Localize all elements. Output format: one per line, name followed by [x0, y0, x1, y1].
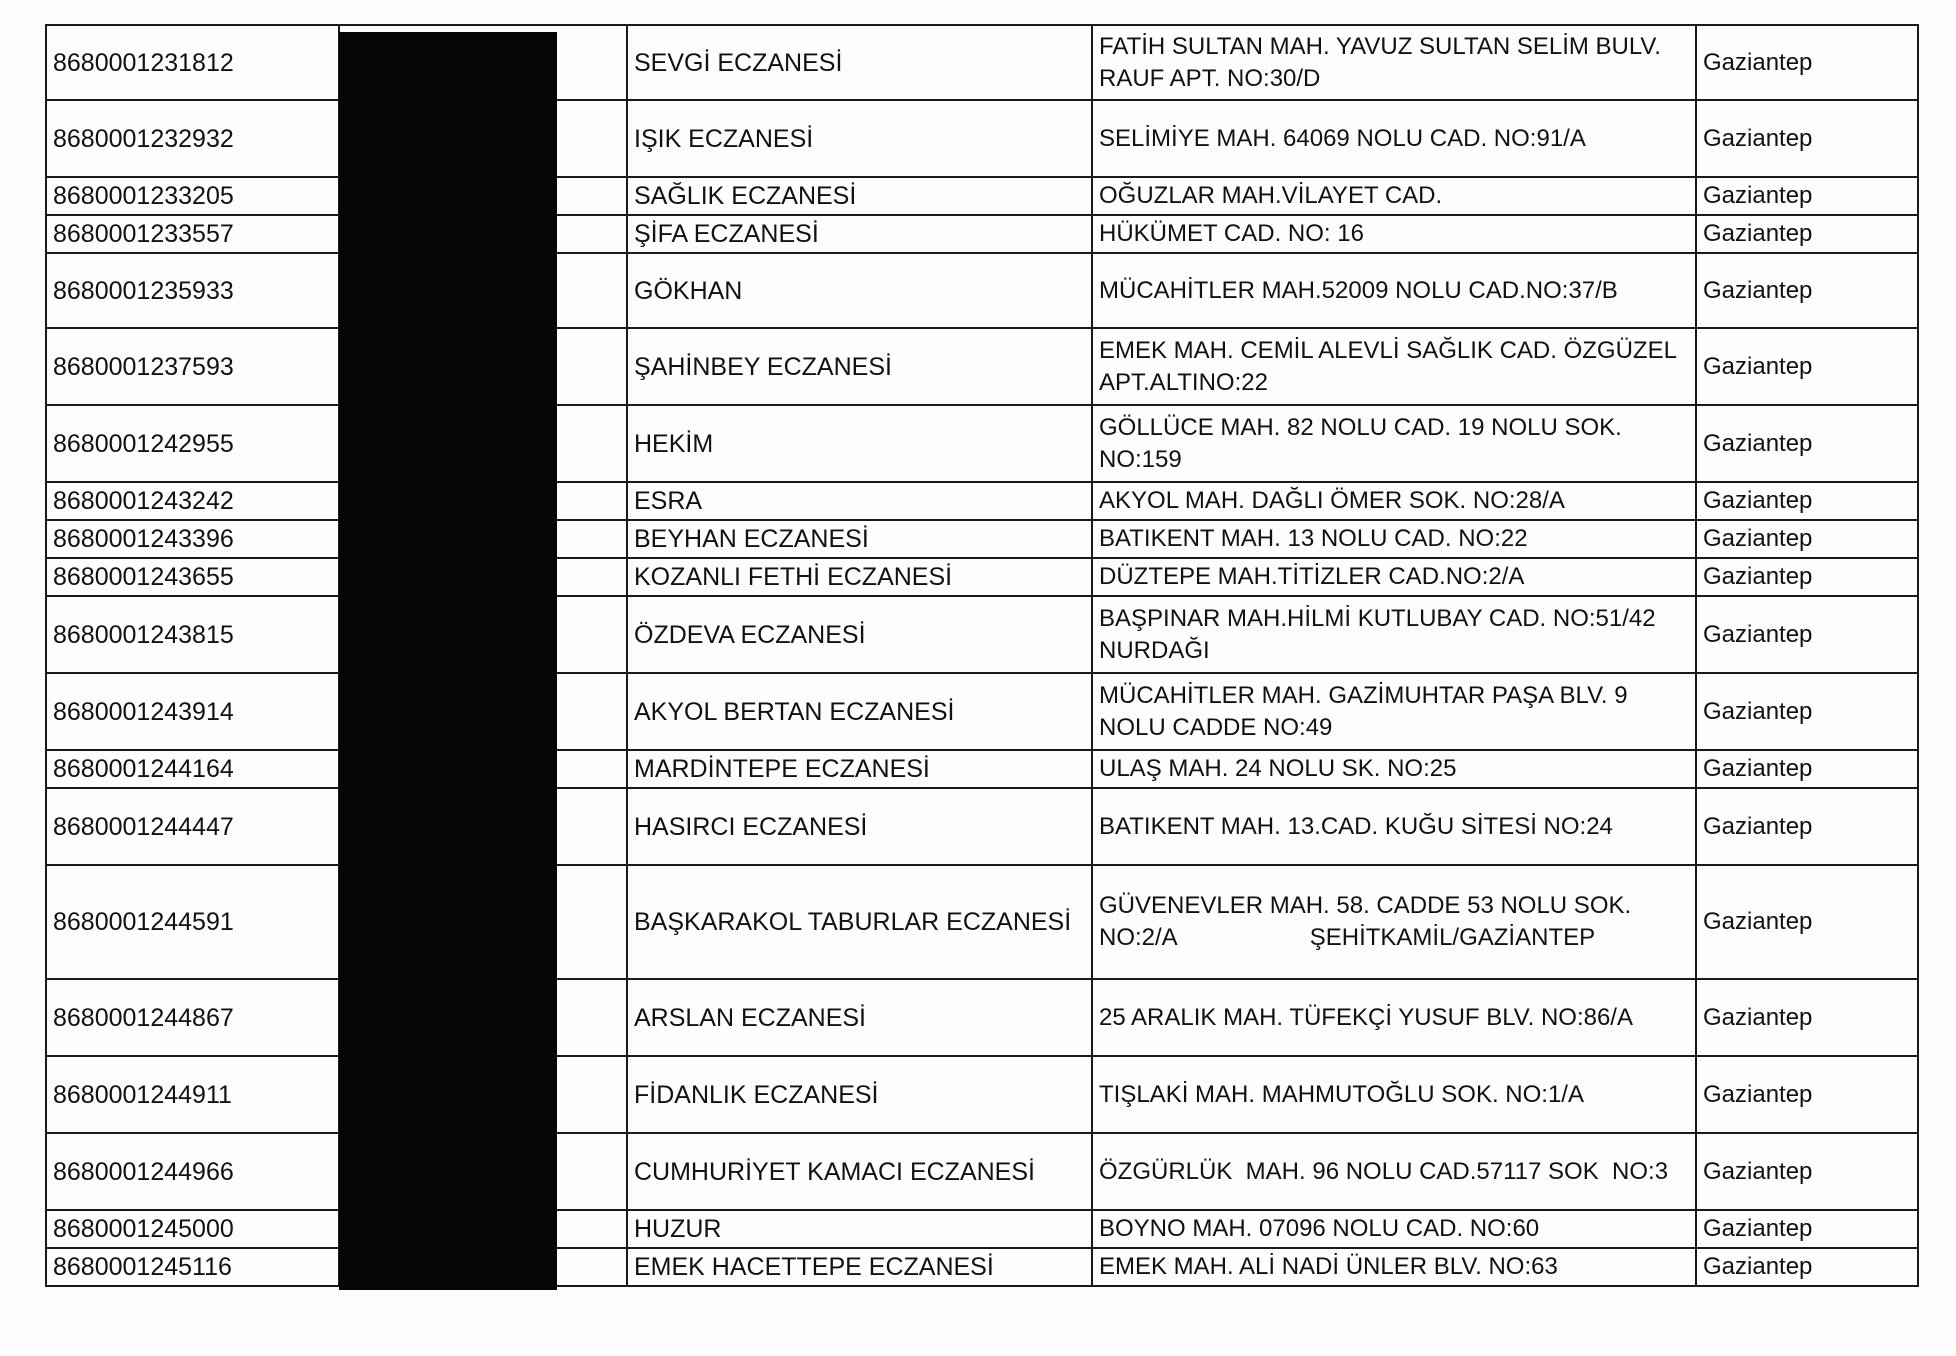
name-cell: HEKİM [627, 405, 1092, 482]
redacted-cell [339, 673, 627, 750]
name-cell: HUZUR [627, 1210, 1092, 1248]
code-cell: 8680001243655 [46, 558, 339, 596]
name-cell: MARDİNTEPE ECZANESİ [627, 750, 1092, 788]
city-cell: Gaziantep [1696, 520, 1918, 558]
name-cell: AKYOL BERTAN ECZANESİ [627, 673, 1092, 750]
city-cell: Gaziantep [1696, 177, 1918, 215]
code-cell: 8680001244447 [46, 788, 339, 865]
address-cell: FATİH SULTAN MAH. YAVUZ SULTAN SELİM BULV. RAUF APT. NO:30/D [1092, 25, 1696, 100]
redacted-cell [339, 865, 627, 979]
city-cell: Gaziantep [1696, 1056, 1918, 1133]
address-cell: BOYNO MAH. 07096 NOLU CAD. NO:60 [1092, 1210, 1696, 1248]
redacted-cell [339, 482, 627, 520]
address-cell: MÜCAHİTLER MAH. GAZİMUHTAR PAŞA BLV. 9 NOLU CADDE NO:49 [1092, 673, 1696, 750]
code-cell: 8680001235933 [46, 253, 339, 328]
redacted-cell [339, 979, 627, 1056]
city-cell: Gaziantep [1696, 750, 1918, 788]
code-cell: 8680001245116 [46, 1248, 339, 1286]
redacted-cell [339, 1133, 627, 1210]
redacted-cell [339, 1210, 627, 1248]
table-row [46, 215, 1918, 253]
table-row [46, 25, 1918, 100]
redacted-cell [339, 328, 627, 405]
redacted-cell [339, 405, 627, 482]
city-cell: Gaziantep [1696, 788, 1918, 865]
city-cell: Gaziantep [1696, 215, 1918, 253]
address-cell: GÖLLÜCE MAH. 82 NOLU CAD. 19 NOLU SOK. NO:159 [1092, 405, 1696, 482]
table-row [46, 253, 1918, 328]
table-row [46, 482, 1918, 520]
code-cell: 8680001244867 [46, 979, 339, 1056]
table-row [46, 1248, 1918, 1286]
table-row [46, 328, 1918, 405]
address-cell: DÜZTEPE MAH.TİTİZLER CAD.NO:2/A [1092, 558, 1696, 596]
city-cell: Gaziantep [1696, 253, 1918, 328]
code-cell: 8680001243242 [46, 482, 339, 520]
address-cell: BATIKENT MAH. 13.CAD. KUĞU SİTESİ NO:24 [1092, 788, 1696, 865]
code-cell: 8680001237593 [46, 328, 339, 405]
code-cell: 8680001244966 [46, 1133, 339, 1210]
address-cell: AKYOL MAH. DAĞLI ÖMER SOK. NO:28/A [1092, 482, 1696, 520]
city-cell: Gaziantep [1696, 100, 1918, 177]
code-cell: 8680001233557 [46, 215, 339, 253]
name-cell: EMEK HACETTEPE ECZANESİ [627, 1248, 1092, 1286]
city-cell: Gaziantep [1696, 25, 1918, 100]
name-cell: ARSLAN ECZANESİ [627, 979, 1092, 1056]
name-cell: SAĞLIK ECZANESİ [627, 177, 1092, 215]
name-cell: ÖZDEVA ECZANESİ [627, 596, 1092, 673]
redacted-cell [339, 1248, 627, 1286]
code-cell: 8680001243396 [46, 520, 339, 558]
city-cell: Gaziantep [1696, 1210, 1918, 1248]
address-cell: EMEK MAH. ALİ NADİ ÜNLER BLV. NO:63 [1092, 1248, 1696, 1286]
city-cell: Gaziantep [1696, 482, 1918, 520]
name-cell: KOZANLI FETHİ ECZANESİ [627, 558, 1092, 596]
table-row [46, 673, 1918, 750]
address-cell: BAŞPINAR MAH.HİLMİ KUTLUBAY CAD. NO:51/42 NURDAĞI [1092, 596, 1696, 673]
redacted-cell [339, 253, 627, 328]
table-row [46, 1056, 1918, 1133]
code-cell: 8680001231812 [46, 25, 339, 100]
city-cell: Gaziantep [1696, 1248, 1918, 1286]
city-cell: Gaziantep [1696, 865, 1918, 979]
name-cell: ŞAHİNBEY ECZANESİ [627, 328, 1092, 405]
name-cell: ŞİFA ECZANESİ [627, 215, 1092, 253]
name-cell: FİDANLIK ECZANESİ [627, 1056, 1092, 1133]
name-cell: SEVGİ ECZANESİ [627, 25, 1092, 100]
address-cell: EMEK MAH. CEMİL ALEVLİ SAĞLIK CAD. ÖZGÜZEL APT.ALTINO:22 [1092, 328, 1696, 405]
address-cell: ÖZGÜRLÜK MAH. 96 NOLU CAD.57117 SOK NO:3 [1092, 1133, 1696, 1210]
table-row [46, 520, 1918, 558]
table-row [46, 750, 1918, 788]
code-cell: 8680001245000 [46, 1210, 339, 1248]
address-cell: 25 ARALIK MAH. TÜFEKÇİ YUSUF BLV. NO:86/A [1092, 979, 1696, 1056]
redacted-cell [339, 596, 627, 673]
address-cell: ULAŞ MAH. 24 NOLU SK. NO:25 [1092, 750, 1696, 788]
city-cell: Gaziantep [1696, 558, 1918, 596]
redacted-cell [339, 100, 627, 177]
address-cell: GÜVENEVLER MAH. 58. CADDE 53 NOLU SOK. NO:2/A ŞEHİTKAMİL/GAZİANTEP [1092, 865, 1696, 979]
name-cell: CUMHURİYET KAMACI ECZANESİ [627, 1133, 1092, 1210]
redacted-cell [339, 177, 627, 215]
code-cell: 8680001242955 [46, 405, 339, 482]
code-cell: 8680001243914 [46, 673, 339, 750]
redacted-cell [339, 25, 627, 100]
table-row [46, 596, 1918, 673]
pharmacy-table [45, 24, 1919, 1287]
code-cell: 8680001233205 [46, 177, 339, 215]
redacted-cell [339, 788, 627, 865]
address-cell: TIŞLAKİ MAH. MAHMUTOĞLU SOK. NO:1/A [1092, 1056, 1696, 1133]
name-cell: GÖKHAN [627, 253, 1092, 328]
name-cell: BEYHAN ECZANESİ [627, 520, 1092, 558]
name-cell: HASIRCI ECZANESİ [627, 788, 1092, 865]
city-cell: Gaziantep [1696, 596, 1918, 673]
table-row [46, 1133, 1918, 1210]
table-row [46, 177, 1918, 215]
code-cell: 8680001243815 [46, 596, 339, 673]
code-cell: 8680001244164 [46, 750, 339, 788]
city-cell: Gaziantep [1696, 1133, 1918, 1210]
table-row [46, 405, 1918, 482]
address-cell: OĞUZLAR MAH.VİLAYET CAD. [1092, 177, 1696, 215]
address-cell: MÜCAHİTLER MAH.52009 NOLU CAD.NO:37/B [1092, 253, 1696, 328]
table-body [46, 25, 1918, 1286]
name-cell: ESRA [627, 482, 1092, 520]
code-cell: 8680001244911 [46, 1056, 339, 1133]
table-row [46, 100, 1918, 177]
redacted-cell [339, 1056, 627, 1133]
redacted-cell [339, 215, 627, 253]
table-row [46, 788, 1918, 865]
table-row [46, 1210, 1918, 1248]
address-cell: HÜKÜMET CAD. NO: 16 [1092, 215, 1696, 253]
table-row [46, 979, 1918, 1056]
redacted-cell [339, 558, 627, 596]
redacted-cell [339, 750, 627, 788]
code-cell: 8680001244591 [46, 865, 339, 979]
city-cell: Gaziantep [1696, 673, 1918, 750]
table-row [46, 558, 1918, 596]
address-cell: SELİMİYE MAH. 64069 NOLU CAD. NO:91/A [1092, 100, 1696, 177]
code-cell: 8680001232932 [46, 100, 339, 177]
name-cell: IŞIK ECZANESİ [627, 100, 1092, 177]
city-cell: Gaziantep [1696, 328, 1918, 405]
address-cell: BATIKENT MAH. 13 NOLU CAD. NO:22 [1092, 520, 1696, 558]
table-row [46, 865, 1918, 979]
name-cell: BAŞKARAKOL TABURLAR ECZANESİ [627, 865, 1092, 979]
redacted-cell [339, 520, 627, 558]
city-cell: Gaziantep [1696, 405, 1918, 482]
city-cell: Gaziantep [1696, 979, 1918, 1056]
